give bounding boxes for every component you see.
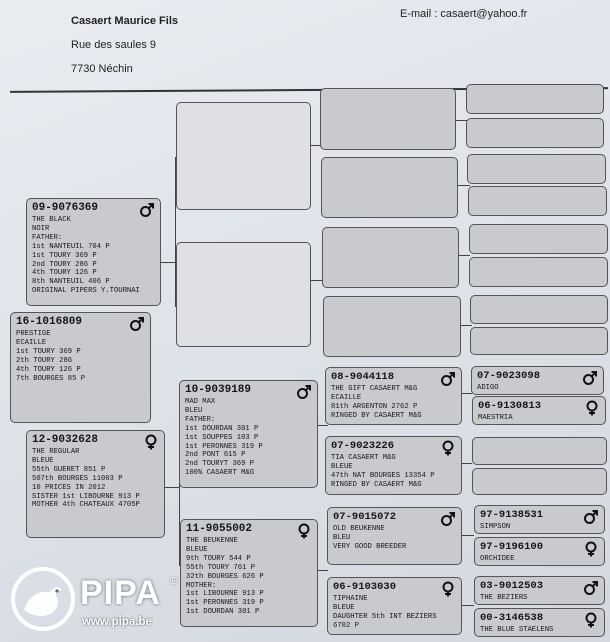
ring-number: 06-9103030: [333, 581, 397, 593]
empty-pedigree-box: [467, 154, 606, 184]
card-line: 507th BOURGES 11003 P: [32, 474, 123, 483]
pigeon-card-10-9039189: [179, 380, 318, 488]
empty-pedigree-box: [466, 118, 604, 148]
card-line: ECAILLE: [331, 393, 362, 402]
ring-number: 07-9023098: [477, 370, 541, 382]
pigeon-card-06-9103030: [327, 577, 462, 635]
card-line: 1st SOUPPES 103 P: [185, 433, 259, 442]
empty-pedigree-box: [469, 257, 608, 287]
pigeon-card-16-1016809: [10, 312, 151, 423]
pigeon-card-00-3146538: [474, 608, 605, 637]
card-line: 2nd PONT 615 P: [185, 451, 246, 460]
connector: [458, 185, 470, 186]
card-line: 81th ARGENTON 2762 P: [331, 402, 418, 411]
card-line: ORIGINAL PIPERS Y.TOURNAI: [32, 287, 140, 296]
ring-number: 09-9076369: [32, 202, 99, 214]
card-line: NOIR: [32, 224, 50, 233]
card-line: THE BLACK: [32, 216, 71, 224]
card-line: 1st DOURDAN 301 P: [186, 608, 260, 617]
card-line: BLEUE: [333, 603, 355, 612]
ring-number: 97-9138531: [480, 509, 544, 521]
empty-pedigree-box: [321, 157, 458, 218]
connector: [318, 425, 328, 426]
ring-number: 07-9023226: [331, 440, 395, 452]
connector: [318, 570, 328, 571]
female-icon: [440, 581, 456, 597]
empty-pedigree-box: [176, 242, 311, 347]
card-line: 7th BOURGES 85 P: [16, 374, 86, 383]
pigeon-card-09-9076369: [26, 198, 161, 306]
connector: [310, 280, 322, 281]
breeder-city: 7730 Néchin: [71, 63, 133, 75]
empty-pedigree-box: [470, 295, 608, 324]
card-line: 2nd TOURY 286 P: [32, 260, 97, 269]
card-line: 55th GUERET 851 P: [32, 465, 106, 474]
pigeon-card-06-9130813: [472, 396, 606, 425]
card-line: BLEU: [185, 406, 203, 415]
male-icon: [582, 370, 598, 386]
empty-pedigree-box: [469, 224, 608, 254]
card-line: 47th NAT BOURGES 13354 P: [331, 471, 435, 480]
card-line: MOTHER:: [186, 581, 217, 590]
card-line: 6702 P: [333, 621, 359, 630]
card-line: ECAILLE: [16, 338, 47, 347]
breeder-name: Casaert Maurice Fils: [71, 15, 178, 27]
logo-registered-mark: ®: [170, 576, 178, 587]
pigeon-logo-icon: [10, 566, 76, 632]
female-icon: [296, 523, 312, 539]
card-line: TIA CASAERT M&G: [331, 454, 396, 462]
empty-pedigree-box: [470, 327, 608, 355]
card-line: 1st TOURY 369 P: [32, 251, 97, 260]
empty-pedigree-box: [466, 84, 604, 114]
empty-pedigree-box: [320, 88, 456, 150]
ring-number: 16-1016809: [16, 316, 83, 328]
card-line: THE GIFT CASAERT M&G: [331, 385, 418, 393]
female-icon: [143, 434, 159, 450]
ring-number: 06-9130813: [478, 400, 542, 412]
card-line: 1st DOURDAN 301 P: [185, 424, 259, 433]
pigeon-card-08-9044118: [325, 367, 462, 425]
connector: [462, 393, 472, 394]
card-line: 1st NANTEUIL 704 P: [32, 242, 110, 251]
card-line: RINGED BY CASAERT M&G: [331, 480, 422, 489]
ring-number: 00-3146538: [480, 612, 544, 624]
ring-number: 07-9015072: [333, 511, 397, 523]
card-line: 55th TOURY 761 P: [186, 563, 256, 572]
card-line: 4th TOURY 126 P: [32, 269, 97, 278]
empty-pedigree-box: [472, 437, 607, 465]
ring-number: 03-9012503: [480, 580, 544, 592]
card-line: 2nd TOURYT 369 P: [185, 460, 255, 469]
female-icon: [440, 440, 456, 456]
card-line: MOTHER 4th CHATEAUX 4705P: [32, 501, 140, 510]
card-line: OLD BEUKENNE: [333, 525, 385, 533]
male-icon: [296, 384, 312, 400]
card-line: PRESTIGE: [16, 330, 51, 338]
pigeon-card-97-9196100: [474, 537, 605, 566]
male-icon: [440, 511, 456, 527]
card-line: DAUGHTER 5th INT BEZIERS: [333, 612, 437, 621]
ring-number: 97-9196100: [480, 541, 544, 553]
logo-wordmark: PIPA: [80, 574, 161, 612]
card-line: BLEU: [333, 533, 351, 542]
female-icon: [583, 612, 599, 628]
card-line: VERY GOOD BREEDER: [333, 542, 407, 551]
card-line: FATHER:: [32, 233, 63, 242]
pigeon-card-07-9023098: [471, 366, 604, 395]
female-icon: [584, 400, 600, 416]
card-line: THE BEZIERS: [480, 594, 528, 602]
card-line: 1st PERONNES 319 P: [186, 599, 264, 608]
male-icon: [129, 316, 145, 332]
card-line: 32th BOURGES 626 P: [186, 572, 264, 581]
ring-number: 10-9039189: [185, 384, 252, 396]
connector: [462, 605, 474, 606]
connector: [165, 487, 180, 488]
breeder-email: E-mail : casaert@yahoo.fr: [400, 8, 528, 20]
male-icon: [139, 202, 155, 218]
card-line: SIMPSON: [480, 523, 511, 531]
connector: [460, 325, 472, 326]
empty-pedigree-box: [176, 102, 311, 210]
ring-number: 11-9055002: [186, 523, 253, 535]
male-icon: [583, 580, 599, 596]
pigeon-card-11-9055002: [180, 519, 318, 627]
card-line: 100% CASAERT M&G: [185, 469, 255, 478]
connector: [161, 262, 176, 263]
pigeon-card-97-9138531: [474, 505, 605, 534]
empty-pedigree-box: [472, 468, 607, 495]
empty-pedigree-box: [468, 186, 607, 216]
card-line: SISTER 1st LIBOURNE 913 P: [32, 492, 140, 501]
breeder-street: Rue des saules 9: [71, 39, 156, 51]
connector: [462, 535, 474, 536]
card-line: 9th TOURY 544 P: [186, 554, 251, 563]
card-line: BLEUE: [32, 456, 54, 465]
card-line: THE REGULAR: [32, 448, 80, 456]
female-icon: [583, 541, 599, 557]
card-line: RINGED BY CASAERT M&G: [331, 411, 422, 420]
card-line: 1st LIBOURNE 913 P: [186, 590, 264, 599]
connector: [462, 463, 472, 464]
ring-number: 08-9044118: [331, 371, 395, 383]
male-icon: [583, 509, 599, 525]
card-line: THE BLUE STAELENS: [480, 626, 554, 634]
connector: [458, 255, 470, 256]
logo-url: www.pipa.be: [82, 616, 152, 628]
pigeon-card-07-9015072: [327, 507, 462, 565]
pigeon-card-03-9012503: [474, 576, 605, 605]
card-line: 10 PRICES IN 2012: [32, 483, 106, 492]
card-line: 4th TOURY 126 P: [16, 365, 81, 374]
card-line: 1st TOURY 369 P: [16, 347, 81, 356]
card-line: FATHER:: [185, 415, 216, 424]
card-line: MAD MAX: [185, 398, 216, 406]
pipa-logo: [10, 566, 178, 636]
card-line: ORCHIDEE: [480, 555, 515, 563]
card-line: 8th NANTEUIL 406 P: [32, 278, 110, 287]
card-line: THE BEUKENNE: [186, 537, 238, 545]
empty-pedigree-box: [322, 227, 459, 288]
empty-pedigree-box: [323, 296, 461, 357]
male-icon: [440, 371, 456, 387]
card-line: 1st PERONNES 319 P: [185, 442, 263, 451]
card-line: 2th TOURY 286: [16, 356, 73, 365]
card-line: BLEUE: [331, 462, 353, 471]
card-line: ADIGO: [477, 384, 499, 392]
ring-number: 12-9032628: [32, 434, 99, 446]
card-line: BLEUE: [186, 545, 208, 554]
pigeon-card-12-9032628: [26, 430, 165, 538]
card-line: MAESTRIA: [478, 414, 513, 422]
pigeon-card-07-9023226: [325, 436, 462, 495]
card-line: TIPHAINE: [333, 595, 368, 603]
